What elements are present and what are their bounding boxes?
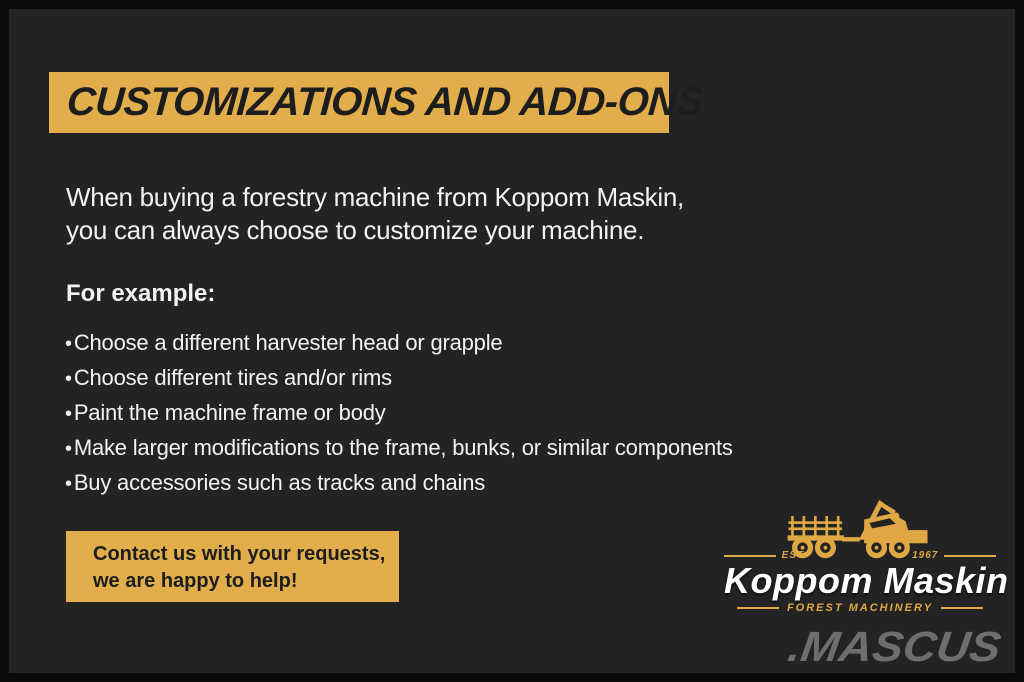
- bullet-icon: •: [65, 473, 72, 495]
- bullet-icon: •: [65, 368, 72, 390]
- contact-line-2: we are happy to help!: [93, 570, 298, 592]
- bullet-icon: •: [65, 438, 72, 460]
- tagline-row: [724, 602, 996, 614]
- bullet-icon: •: [65, 333, 72, 355]
- list-item: [65, 466, 733, 501]
- gold-rule-right: [941, 607, 983, 609]
- contact-cta-box: [66, 531, 399, 602]
- list-item-text: Choose a different harvester head or grapple: [73, 330, 503, 355]
- title-banner: [49, 72, 705, 133]
- brand-name: Koppom Maskin: [724, 560, 1009, 601]
- list-item: [65, 361, 733, 396]
- list-item-text: Buy accessories such as tracks and chains: [73, 470, 486, 495]
- intro-line-2: you can always choose to customize your machine.: [66, 215, 645, 245]
- gold-rule-left: [724, 555, 776, 557]
- customization-list: [65, 326, 733, 501]
- mascus-watermark: .MASCUS: [785, 622, 1004, 671]
- page-title: CUSTOMIZATIONS AND ADD-ONS: [65, 80, 705, 124]
- list-item: [65, 396, 733, 431]
- list-item-text: Choose different tires and/or rims: [73, 365, 392, 390]
- brand-tagline: FOREST MACHINERY: [786, 602, 934, 614]
- list-item-text: Make larger modifications to the frame, bunks, or similar components: [73, 435, 733, 460]
- gold-rule-right: [944, 555, 996, 557]
- for-example-label: For example:: [66, 280, 216, 307]
- koppom-maskin-logo: [724, 494, 1009, 622]
- est-year: 1967: [912, 550, 939, 561]
- bullet-icon: •: [65, 403, 72, 425]
- est-label: EST: [781, 550, 805, 561]
- gold-rule-left: [737, 607, 779, 609]
- contact-line-1: Contact us with your requests,: [93, 543, 386, 565]
- list-item-text: Paint the machine frame or body: [73, 400, 386, 425]
- flyer-canvas: [9, 9, 1015, 673]
- intro-line-1: When buying a forestry machine from Koppom Maskin,: [66, 182, 684, 212]
- intro-paragraph: [66, 181, 684, 247]
- list-item: [65, 431, 733, 466]
- list-item: [65, 326, 733, 361]
